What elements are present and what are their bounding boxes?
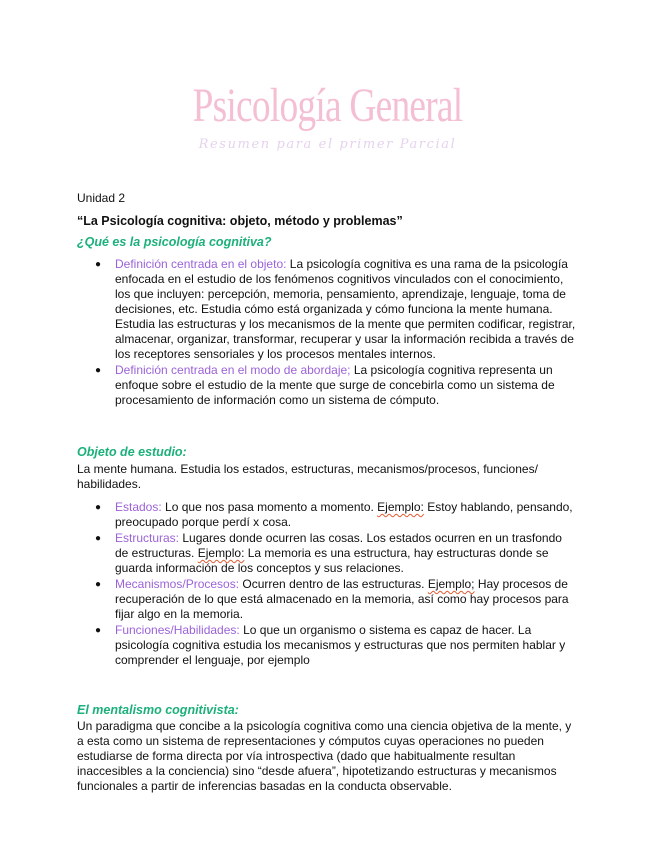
object-term: Funciones/Habilidades: — [115, 623, 240, 637]
bullet-icon: ● — [95, 533, 102, 544]
list-item — [77, 531, 577, 576]
definition-term: Definición centrada en el objeto: — [115, 257, 287, 271]
list-item — [77, 257, 577, 362]
object-text: Lo que un organismo o sistema es capaz de hacer. La psicología cognitiva estudia los mecanismos y estructuras que nos permiten hablar y comprender el lenguaje, por ejemplo — [115, 623, 566, 667]
object-text: La memoria es una estructura, hay estructuras donde se guarda información de los conceptos y sus relaciones. — [115, 546, 549, 575]
section-heading-mentalism: El mentalismo cognitivista: — [77, 703, 239, 717]
unit-label: Unidad 2 — [77, 191, 126, 205]
definitions-list — [77, 257, 577, 408]
example-word: Ejemplo; — [427, 577, 475, 591]
list-item — [77, 363, 577, 408]
object-text: Lo que nos pasa momento a momento. — [161, 500, 378, 514]
bullet-icon: ● — [95, 259, 102, 270]
unit-heading: “La Psicología cognitiva: objeto, método y problemas” — [77, 214, 403, 228]
object-term: Estados: — [115, 500, 162, 514]
definition-text: La psicología cognitiva representa un enfoque sobre el estudio de la mente que surge de concebirla como un sistema de procesamiento de información como un sistema de cómputo. — [115, 363, 555, 407]
document-body — [77, 191, 577, 794]
document-subtitle: Resumen para el primer Parcial — [198, 137, 457, 152]
bullet-icon: ● — [95, 625, 102, 636]
list-item — [77, 577, 577, 622]
example-word: Ejemplo: — [197, 546, 245, 560]
bullet-icon: ● — [95, 579, 102, 590]
object-list — [77, 500, 577, 668]
bullet-icon: ● — [95, 365, 102, 376]
list-item — [77, 500, 577, 530]
section-heading-what: ¿Qué es la psicología cognitiva? — [77, 235, 272, 249]
object-term: Estructuras: — [115, 531, 180, 545]
object-text: Hay procesos de recuperación de lo que está almacenado en la memoria, así como hay procesos para fijar algo en la memoria. — [115, 577, 569, 621]
example-word: Ejemplo: — [377, 500, 424, 514]
definition-text: La psicología cognitiva es una rama de la psicología enfocada en el estudio de los fenómenos cognitivos vinculados con el conocimiento, los que incluyen: percepción, memoria, pensamiento, aprendizaje, lenguaje, toma de decisiones, etc. Estudia cómo está organizada y cómo funciona la mente humana. Estudia las estructuras y los mecanismos de la mente que permiten codificar, registrar, almacenar, organizar, transformar, recuperar y usar la información recibida a través de los receptores sensoriales y los procesos mentales internos. — [115, 257, 576, 361]
object-term: Mecanismos/Procesos: — [115, 577, 240, 591]
bullet-icon: ● — [95, 502, 102, 513]
mentalism-body: Un paradigma que concibe a la psicología cognitiva como una ciencia objetiva de la mente, y a esta como un sistema de representaciones y cómputos cuyas operaciones no pueden estudiarse de forma directa por vía introspectiva (dado que habitualmente resultan inaccesibles a la conciencia) sino “desde afuera”, hipotetizando estructuras y mecanismos funcionales a partir de inferencias basadas en la conducta observable. — [77, 719, 572, 793]
document-title: Psicología General — [192, 79, 463, 132]
list-item — [77, 623, 577, 668]
object-intro: La mente humana. Estudia los estados, estructuras, mecanismos/procesos, funciones/ habilidades. — [77, 462, 538, 491]
object-text: Ocurren dentro de las estructuras. — [239, 577, 428, 591]
object-text: Estoy hablando, pensando, preocupado porque perdí x cosa. — [115, 500, 573, 529]
section-heading-object: Objeto de estudio: — [77, 445, 187, 459]
object-text: Lugares donde ocurren las cosas. Los estados ocurren en un trasfondo de estructuras. — [115, 531, 562, 560]
definition-term: Definición centrada en el modo de abordaje; — [115, 363, 351, 377]
